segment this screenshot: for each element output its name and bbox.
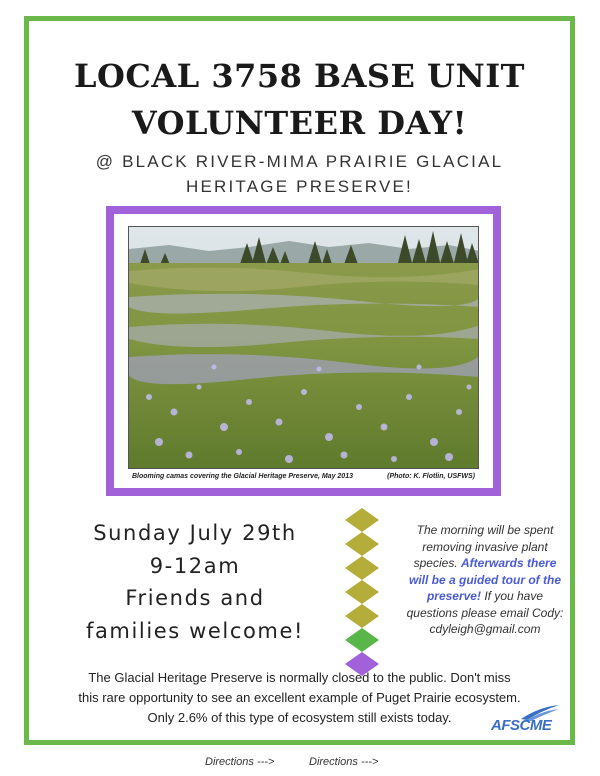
side-note (406, 522, 564, 638)
event-line-4: families welcome! (85, 618, 305, 643)
flyer (24, 16, 575, 745)
note-part-1: The morning will be spent removing invasive plant species. (413, 523, 554, 570)
title-line-1: LOCAL 3758 BASE UNIT (74, 57, 525, 95)
diamond-icon (345, 604, 379, 628)
event-date: Sunday July 29th (93, 521, 297, 545)
photo-caption (128, 471, 479, 483)
footer-line-3: Only 2.6% of this type of ecosystem still exists today. (147, 710, 452, 725)
diamond-icon (345, 556, 379, 580)
footer-line-2: this rare opportunity to see an excellent example of Puget Prairie ecosystem. (78, 690, 521, 705)
footer-line-1: The Glacial Heritage Preserve is normally closed to the public. Don't miss (88, 670, 511, 685)
prairie-photo (128, 226, 479, 469)
title-line-2: VOLUNTEER DAY! (131, 104, 468, 142)
subtitle-line-1: @ BLACK RIVER-MIMA PRAIRIE GLACIAL (95, 152, 504, 171)
footer-description (29, 668, 570, 728)
flyer-subtitle (29, 149, 570, 199)
event-time: 9-12am (149, 553, 241, 578)
diamond-icon (345, 532, 379, 556)
directions-link-2[interactable]: Directions ---> (309, 756, 379, 768)
directions-link-1[interactable]: Directions ---> (205, 756, 275, 768)
diamond-column (345, 508, 379, 676)
note-part-2: If you have questions please email Cody: cdyleigh@gmail.com (406, 589, 564, 636)
photo-frame (106, 206, 501, 496)
event-details (65, 517, 325, 647)
flyer-title (29, 53, 570, 147)
event-line-3: Friends and (125, 586, 265, 610)
diamond-icon (345, 580, 379, 604)
note-highlight: Afterwards there will be a guided tour of the preserve! (409, 556, 561, 603)
logo-text: AFSCME (491, 717, 552, 734)
caption-credit: (Photo: K. Flotlin, USFWS) (387, 473, 475, 480)
afscme-logo (491, 705, 561, 735)
subtitle-line-2: HERITAGE PRESERVE! (186, 177, 413, 196)
caption-description: Blooming camas covering the Glacial Heritage Preserve, May 2013 (132, 473, 353, 480)
diamond-icon (345, 628, 379, 652)
diamond-icon (345, 508, 379, 532)
